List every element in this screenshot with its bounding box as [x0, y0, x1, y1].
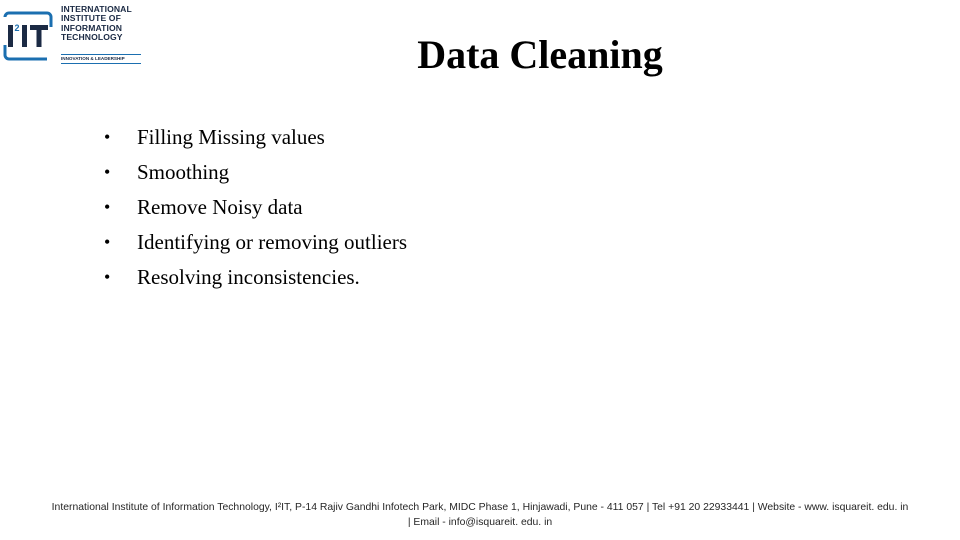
logo-line: TECHNOLOGY	[61, 32, 123, 43]
bullet-item	[104, 155, 407, 190]
bullet-text: Smoothing	[137, 160, 230, 184]
footer-email: | Email - info@isquareit. edu. in	[407, 517, 553, 528]
logo-line: INTERNATIONAL	[61, 4, 132, 14]
bullet-icon: •	[104, 232, 111, 252]
logo-wordmark	[61, 5, 132, 43]
bullet-item	[104, 225, 407, 260]
slide-title: Data Cleaning	[417, 32, 663, 77]
bullet-icon: •	[104, 197, 111, 217]
logo-line: INFORMATION	[61, 22, 123, 33]
i2it-logo-mark-icon	[3, 9, 53, 63]
institute-logo	[3, 5, 143, 65]
logo-line: INSTITUTE OF	[61, 13, 121, 24]
bullet-icon: •	[104, 267, 111, 287]
bullet-icon: •	[104, 162, 111, 182]
svg-text:2: 2	[14, 23, 20, 33]
bullet-icon: •	[104, 127, 111, 147]
bullet-item	[104, 120, 407, 155]
bullet-text: Resolving inconsistencies.	[137, 265, 360, 289]
footer-address: International Institute of Information Technology, I²IT, P-14 Rajiv Gandhi Infotech Park, MIDC Phase 1, Hinjawadi, Pune - 411 057 | Tel +91 20 22933441 | Website - www. isquareit. edu. in	[51, 502, 909, 513]
logo-tagline: INNOVATION & LEADERSHIP	[61, 54, 141, 64]
bullet-item	[104, 190, 407, 225]
slide-footer	[0, 500, 960, 530]
bullet-text: Remove Noisy data	[137, 195, 303, 219]
bullet-list	[104, 120, 407, 295]
bullet-text: Identifying or removing outliers	[137, 230, 408, 254]
bullet-item	[104, 260, 407, 295]
bullet-text: Filling Missing values	[137, 125, 325, 149]
